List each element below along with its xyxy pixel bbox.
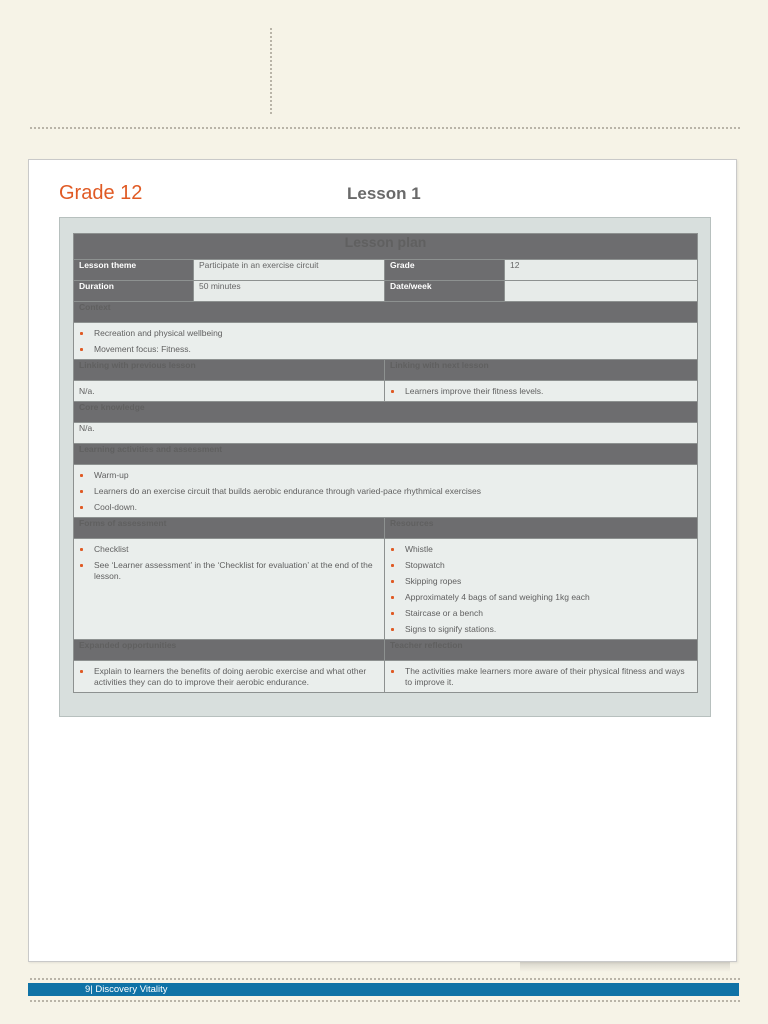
linking-header-row bbox=[74, 360, 698, 381]
list-item: Checklist bbox=[79, 544, 379, 555]
duration-row bbox=[74, 281, 698, 302]
lesson-plan-frame bbox=[59, 217, 711, 717]
linking-previous-value: N/a. bbox=[74, 381, 385, 402]
context-label: Context bbox=[74, 302, 698, 323]
list-item: Staircase or a bench bbox=[390, 608, 692, 619]
bottom-dotted-divider bbox=[30, 978, 740, 980]
resources-list bbox=[390, 539, 692, 639]
duration-label: Duration bbox=[74, 281, 194, 302]
grade-label: Grade bbox=[385, 260, 505, 281]
duration-value: 50 minutes bbox=[194, 281, 385, 302]
reflection-list bbox=[390, 661, 692, 692]
core-knowledge-value: N/a. bbox=[74, 423, 698, 444]
learning-row bbox=[74, 465, 698, 518]
list-item: Learners do an exercise circuit that builds aerobic endurance through varied-pace rhythmical exercises bbox=[79, 486, 692, 497]
linking-next-label: Linking with next lesson bbox=[385, 360, 698, 381]
lesson-plan-title: Lesson plan bbox=[74, 234, 698, 260]
forms-label: Forms of assessment bbox=[74, 518, 385, 539]
lesson-page-card bbox=[28, 159, 737, 962]
footer-dotted-divider bbox=[30, 1000, 740, 1002]
linking-row bbox=[74, 381, 698, 402]
lesson-theme-label: Lesson theme bbox=[74, 260, 194, 281]
list-item: Learners improve their fitness levels. bbox=[390, 386, 692, 397]
page-curl-shadow bbox=[520, 962, 730, 972]
theme-row bbox=[74, 260, 698, 281]
date-week-value bbox=[505, 281, 698, 302]
context-row bbox=[74, 323, 698, 360]
learning-header-row bbox=[74, 444, 698, 465]
expanded-header-row bbox=[74, 640, 698, 661]
learning-list bbox=[79, 465, 692, 517]
core-knowledge-header-row bbox=[74, 402, 698, 423]
core-knowledge-row bbox=[74, 423, 698, 444]
list-item: See ‘Learner assessment’ in the ‘Checklist for evaluation’ at the end of the lesson. bbox=[79, 560, 379, 582]
reflection-label: Teacher reflection bbox=[385, 640, 698, 661]
list-item: Skipping ropes bbox=[390, 576, 692, 587]
forms-list bbox=[79, 539, 379, 586]
list-item: Approximately 4 bags of sand weighing 1kg each bbox=[390, 592, 692, 603]
list-item: Warm-up bbox=[79, 470, 692, 481]
list-item: Recreation and physical wellbeing bbox=[79, 328, 692, 339]
linking-previous-label: Linking with previous lesson bbox=[74, 360, 385, 381]
linking-next-list bbox=[390, 381, 692, 401]
assessment-row bbox=[74, 539, 698, 640]
list-item: Cool-down. bbox=[79, 502, 692, 513]
footer-text: 9| Discovery Vitality bbox=[85, 984, 168, 995]
date-week-label: Date/week bbox=[385, 281, 505, 302]
lesson-heading: Lesson 1 bbox=[347, 184, 421, 203]
learning-label: Learning activities and assessment bbox=[74, 444, 698, 465]
context-list bbox=[79, 323, 692, 359]
list-item: Explain to learners the benefits of doing aerobic exercise and what other activities they can do to improve their aerobic endurance. bbox=[79, 666, 379, 688]
top-dotted-divider bbox=[30, 127, 740, 129]
list-item: Movement focus: Fitness. bbox=[79, 344, 692, 355]
grade-value: 12 bbox=[505, 260, 698, 281]
expanded-list bbox=[79, 661, 379, 692]
core-knowledge-label: Core knowledge bbox=[74, 402, 698, 423]
list-item: Signs to signify stations. bbox=[390, 624, 692, 635]
context-header-row bbox=[74, 302, 698, 323]
grade-heading: Grade 12 bbox=[59, 182, 143, 204]
expanded-row bbox=[74, 661, 698, 693]
vertical-dotted-divider bbox=[270, 28, 272, 114]
assessment-header-row bbox=[74, 518, 698, 539]
lesson-plan-title-row bbox=[74, 234, 698, 260]
list-item: Stopwatch bbox=[390, 560, 692, 571]
lesson-theme-value: Participate in an exercise circuit bbox=[194, 260, 385, 281]
list-item: The activities make learners more aware of their physical fitness and ways to improve it. bbox=[390, 666, 692, 688]
page-footer bbox=[28, 983, 739, 996]
lesson-plan-table bbox=[73, 233, 698, 693]
resources-label: Resources bbox=[385, 518, 698, 539]
list-item: Whistle bbox=[390, 544, 692, 555]
expanded-label: Expanded opportunities bbox=[74, 640, 385, 661]
